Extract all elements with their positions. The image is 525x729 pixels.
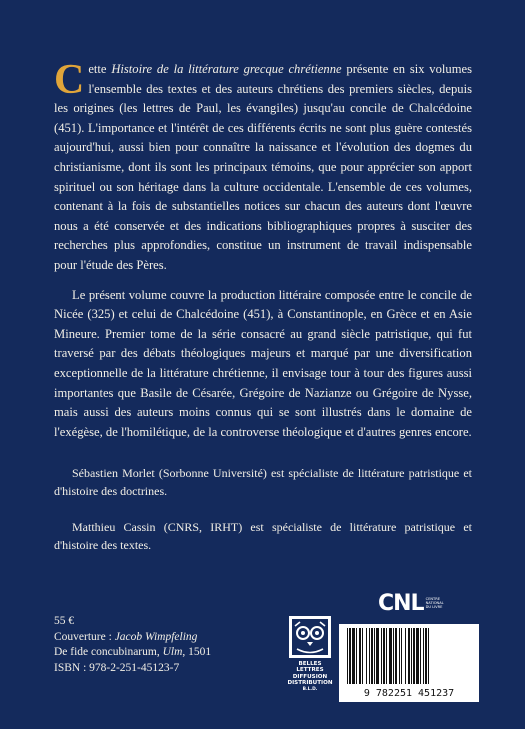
owl-emblem-icon	[289, 616, 331, 658]
barcode-bar	[401, 628, 402, 684]
cnl-sub-line: NATIONAL	[425, 600, 444, 605]
barcode-bar	[362, 628, 363, 684]
cover-source-city: Ulm	[162, 646, 183, 658]
barcode-bar	[383, 628, 385, 684]
publisher-tag: B.L.D.	[302, 686, 318, 692]
barcode-bar	[408, 628, 410, 684]
barcode-bar	[411, 628, 412, 684]
barcode-bar	[371, 628, 373, 684]
cover-label: Couverture :	[54, 630, 115, 643]
cover-source-title: De fide concubinarum,	[54, 646, 163, 658]
barcode	[339, 624, 479, 702]
barcode-bar	[376, 628, 379, 684]
barcode-bar	[416, 628, 419, 684]
cover-credit	[54, 630, 211, 646]
book-title: Histoire de la littérature grecque chrétienne	[111, 62, 342, 76]
barcode-bar	[369, 628, 370, 684]
back-cover-text	[54, 57, 472, 564]
barcode-number: 9 782251 451237	[363, 688, 455, 699]
barcode-bar	[352, 628, 355, 684]
cnl-sub-line: CENTRE	[425, 596, 441, 601]
barcode-bar	[413, 628, 415, 684]
barcode-bar	[423, 628, 424, 684]
barcode-bar	[393, 628, 394, 684]
publisher-line: DIFFUSION	[292, 673, 328, 680]
publisher-line: DISTRIBUTION	[287, 680, 333, 687]
barcode-bar	[428, 628, 429, 684]
intro-start: ette	[88, 62, 112, 76]
publication-info	[54, 614, 211, 676]
price: 55 €	[54, 615, 75, 627]
barcode-bar	[349, 628, 351, 684]
cnl-subtitle	[426, 597, 444, 610]
barcode-bar	[356, 628, 357, 684]
barcode-bar	[374, 628, 375, 684]
barcode-bar	[386, 628, 387, 684]
author-bio-cassin: Matthieu Cassin (CNRS, IRHT) est spécialiste de littérature patristique et d'histoire des textes.	[54, 520, 472, 553]
barcode-bar	[425, 628, 427, 684]
intro-paragraph	[54, 57, 472, 276]
barcode-bar	[399, 628, 400, 684]
barcode-bar	[405, 628, 406, 684]
cnl-logo	[378, 588, 444, 618]
dropcap-letter: C	[54, 57, 85, 103]
barcode-bar	[381, 628, 382, 684]
barcode-bar	[389, 628, 392, 684]
volume-description: Le présent volume couvre la production littéraire composée entre le concile de Nicée (325) et celui de Chalcédoine (451), à Constantinople, en Grèce et en Asie Mineure. Premier tome de la série consacré au grand siècle patristique, qui fut traversé par des débats théologiques majeurs et marqué par une diversification exceptionnelle de la littérature chrétienne, il envisage tour à tour des figures aussi importantes que Basile de Césarée, Grégoire de Nazianze ou Grégoire de Nysse, mais aussi des auteurs moins connus qui se sont illustrés dans le domaine de l'exégèse, de l'homilétique, de la controverse théologique et d'autres genres encore.	[54, 287, 472, 439]
publisher-logo	[287, 616, 333, 702]
cover-artist: Jacob Wimpfeling	[114, 630, 198, 643]
cnl-sub-line: DU LIVRE	[425, 605, 443, 610]
author-bio-morlet: Sébastien Morlet (Sorbonne Université) est spécialiste de littérature patristique et d'histoire des doctrines.	[54, 466, 472, 499]
cnl-mark: CNL	[378, 590, 424, 616]
cover-source-year: , 1501	[182, 646, 212, 658]
barcode-bar	[420, 628, 421, 684]
isbn: ISBN : 978-2-251-45123-7	[54, 661, 180, 674]
barcode-bar	[347, 628, 348, 684]
intro-rest: présente en six volumes l'ensemble des textes et des auteurs chrétiens des premiers siècles, depuis les origines (les lettres de Paul, les évangiles) jusqu'au concile de Chalcédoine (451). L'importance et l'intérêt de ces différents écrits ne sont plus guère contestés aujourd'hui, aussi bien pour connaître la naissance et l'évolution des dogmes du christianisme, dont ils sont les principaux témoins, que pour apprécier son apport spirituel ou son héritage dans la culture occidentale. L'ensemble de ces volumes, contenant à la fois de substantielles notices sur chacun des auteurs dont l'œuvre nous a été conservée et des indications bibliographiques propres à susciter des recherches plus approfondies, constitue un instrument de travail indispensable pour l'étude des Pères.	[54, 62, 472, 272]
cover-source	[54, 645, 211, 661]
barcode-bars	[347, 628, 471, 684]
publisher-name	[287, 661, 333, 693]
barcode-bar	[395, 628, 397, 684]
barcode-bar	[359, 628, 361, 684]
publisher-line: BELLES LETTRES	[296, 661, 324, 674]
barcode-bar	[366, 628, 367, 684]
